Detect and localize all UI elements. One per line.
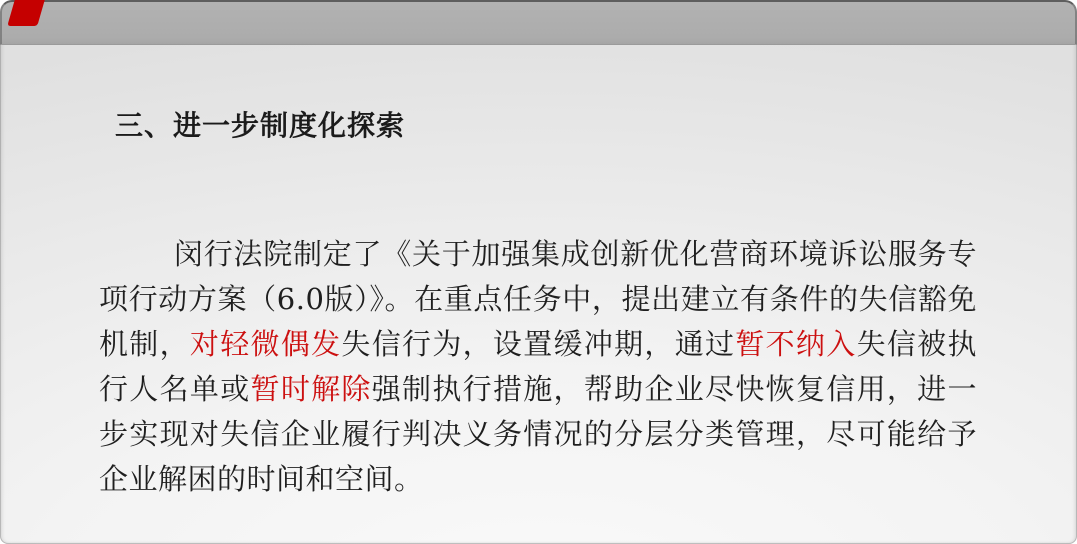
body-text-segment: 失信行为，设置缓冲期，通过 bbox=[341, 327, 736, 361]
body-text-segment: 强制执行措施，帮助企业尽快恢复信用，进一步实现对失信企业履行判决义务情况的分层分类管理，尽可能给予企业解困的时间和空间。 bbox=[99, 372, 977, 496]
body-text-segment: 失信被执行人名单或 bbox=[99, 327, 977, 406]
slide-top-band bbox=[0, 0, 1077, 45]
body-paragraph bbox=[99, 232, 977, 502]
body-text-emphasis: 对轻微偶发 bbox=[189, 327, 342, 361]
body-text-emphasis: 暂时解除 bbox=[250, 372, 372, 406]
body-text-segment: 闵行法院制定了《关于加强集成创新优化营商环境诉讼服务专项行动方案（6.0版）》。在重点任务中，提出建立有条件的失信豁免机制， bbox=[99, 237, 977, 361]
body-text-emphasis: 暂不纳入 bbox=[735, 327, 857, 361]
slide-title: 三、进一步制度化探索 bbox=[115, 109, 406, 142]
